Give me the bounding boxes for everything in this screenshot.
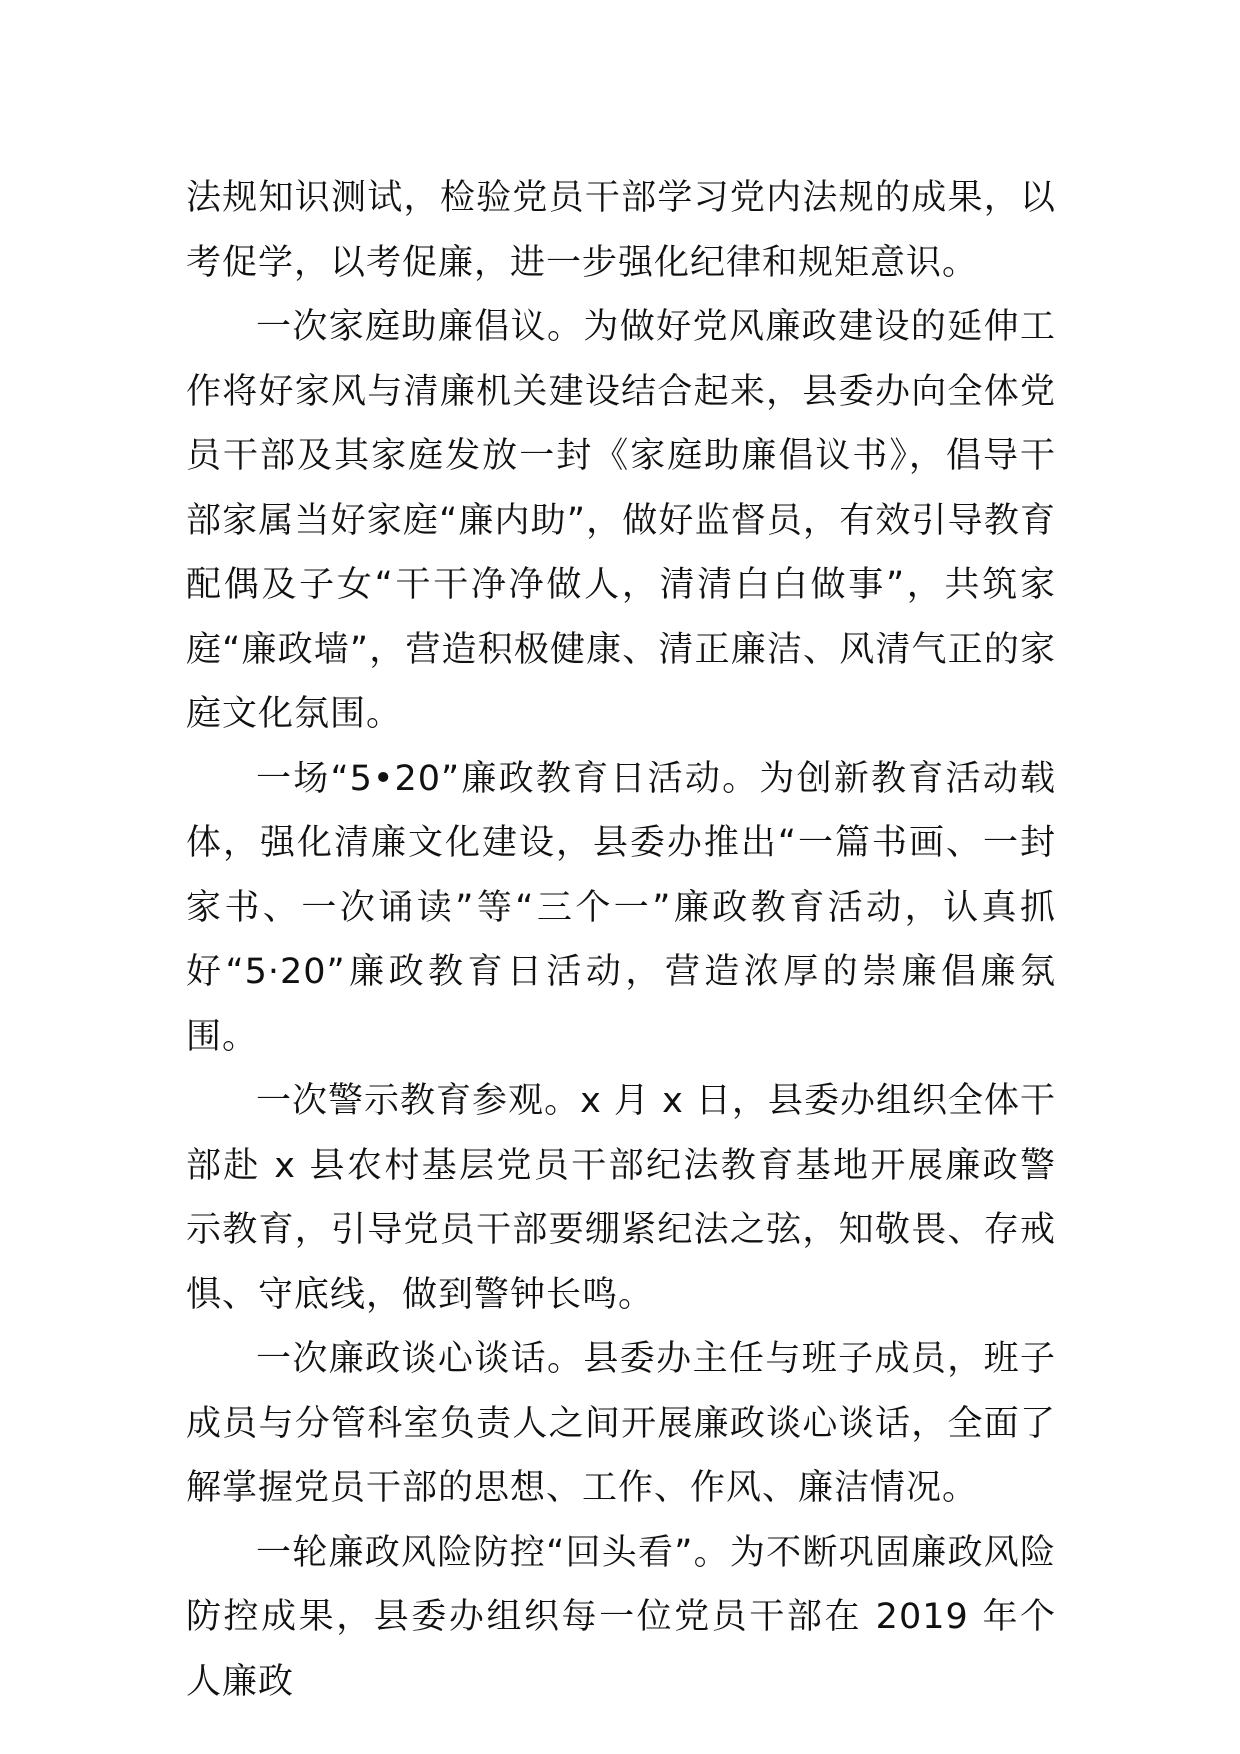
document-body [186, 166, 1056, 1714]
paragraph-family-integrity-initiative: 一次家庭助廉倡议。为做好党风廉政建设的延伸工作将好家风与清廉机关建设结合起来，县委办向全体党员干部及其家庭发放一封《家庭助廉倡议书》，倡导干部家属当好家庭“廉内助”，做好监督员，有效引导教育配偶及子女“干干净净做人，清清白白做事”，共筑家庭“廉政墙”，营造积极健康、清正廉洁、风清气正的家庭文化氛围。 [186, 307, 1056, 734]
paragraph-risk-review: 一轮廉政风险防控“回头看”。为不断巩固廉政风险防控成果，县委办组织每一位党员干部在 2019 年个人廉政 [186, 1532, 1056, 1702]
paragraph-520-education-day: 一场“5•20”廉政教育日活动。为创新教育活动载体，强化清廉文化建设，县委办推出“一篇书画、一封家书、一次诵读”等“三个一”廉政教育活动，认真抓好“5·20”廉政教育日活动，营造浓厚的崇廉倡廉氛围。 [186, 758, 1056, 1057]
paragraph-warning-education-visit: 一次警示教育参观。x 月 x 日，县委办组织全体干部赴 x 县农村基层党员干部纪法教育基地开展廉政警示教育，引导党员干部要绷紧纪法之弦，知敬畏、存戒惧、守底线，做到警钟长鸣。 [186, 1081, 1056, 1315]
paragraph-integrity-talks: 一次廉政谈心谈话。县委办主任与班子成员，班子成员与分管科室负责人之间开展廉政谈心谈话，全面了解掌握党员干部的思想、工作、作风、廉洁情况。 [186, 1339, 1056, 1508]
paragraph-continuation: 法规知识测试，检验党员干部学习党内法规的成果，以考促学，以考促廉，进一步强化纪律和规矩意识。 [186, 178, 1056, 283]
